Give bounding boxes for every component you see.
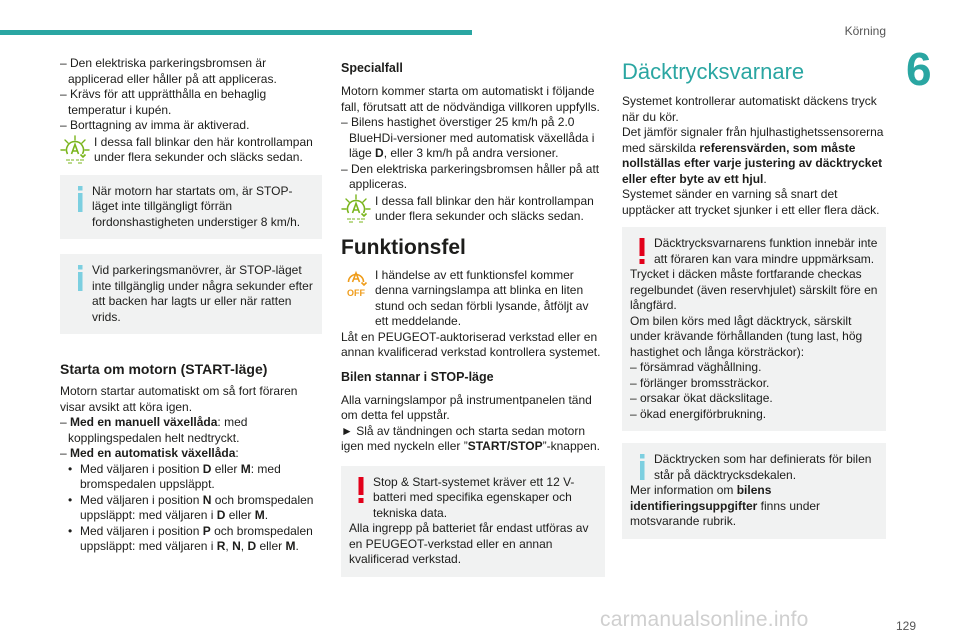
bullet-item: • Med väljaren i position P och bromspedalen uppsläppt: med väljaren i R, N, D eller M. bbox=[60, 524, 322, 555]
paragraph: Alla varningslampor på instrumentpanelen tänd om detta fel uppstår. bbox=[341, 392, 592, 422]
heading-malfunction: Funktionsfel bbox=[341, 235, 466, 259]
warning-list-item: – orsakar ökat däckslitage. bbox=[630, 391, 773, 405]
watermark: carmanualsonline.info bbox=[600, 608, 809, 631]
info-note bbox=[622, 443, 886, 539]
fault-notice bbox=[341, 268, 605, 330]
condition-item: – Den elektriska parkeringsbromsen är applicerad eller håller på att appliceras. bbox=[60, 56, 277, 86]
bullet-item: • Med väljaren i position D eller M: med bromspedalen uppsläppt. bbox=[60, 462, 322, 493]
lamp-notice-text: I dessa fall blinkar den här kontrollampan under flera sekunder och släcks sedan. bbox=[94, 134, 313, 164]
warning-note-text: Om bilen körs med lågt däcktryck, särskilt under krävande förhållanden (tung last, hög hastighet och långa körsträckor): bbox=[630, 313, 863, 359]
warning-note-text: Trycket i däcken måste fortfarande checkas regelbundet (även reservhjulet) särskilt före en långfärd. bbox=[630, 267, 878, 312]
list-item: – Bilens hastighet överstiger 25 km/h på 2.0 BlueHDi-versioner med automatisk växellåda i läge D, eller 3 km/h på andra versioner. bbox=[341, 115, 595, 160]
warning-note bbox=[622, 227, 886, 431]
column-1 bbox=[60, 56, 322, 555]
lamp-notice bbox=[60, 135, 322, 166]
paragraph: Det jämför signaler från hjulhastighetssensorerna med särskilda referensvärden, som måste nollställas efter varje justering av däcktrycket eller efter byte av ett hjul. bbox=[622, 125, 884, 186]
column-2 bbox=[341, 60, 605, 577]
stop-start-green-lamp-icon bbox=[60, 135, 90, 165]
warning-list-item: – försämrad väghållning. bbox=[630, 360, 762, 374]
warning-icon bbox=[351, 476, 371, 504]
lamp-notice-text: I dessa fall blinkar den här kontrollampan under flera sekunder och släcks sedan. bbox=[375, 193, 594, 223]
stop-start-green-lamp-icon bbox=[341, 194, 371, 224]
warning-note-text: Alla ingrepp på batteriet får endast utföras av en PEUGEOT-verkstad eller en annan kvalificerad verkstad. bbox=[349, 521, 589, 566]
list-item: – Den elektriska parkeringsbromsen håller på att appliceras. bbox=[341, 161, 600, 191]
svg-text:OFF: OFF bbox=[347, 287, 365, 298]
warning-icon bbox=[632, 237, 652, 265]
info-note-text: Däcktrycken som har definierats för bilen står på däcktrycksdekalen. bbox=[654, 452, 872, 482]
section-heading-start-mode: Starta om motorn (START-läge) bbox=[60, 361, 268, 377]
list-item: – Med en manuell växellåda: med kopplingspedalen helt nedtryckt. bbox=[60, 415, 248, 445]
info-icon bbox=[632, 453, 652, 481]
warning-note-text: Stop & Start-systemet kräver ett 12 V-batteri med specifika egenskaper och tekniska data. bbox=[373, 474, 575, 520]
warning-note bbox=[341, 466, 605, 577]
column-3 bbox=[622, 56, 886, 539]
heading-tyre-pressure-warning: Däcktrycksvarnare bbox=[622, 59, 805, 84]
list-item: – Med en automatisk växellåda: bbox=[60, 446, 239, 460]
paragraph: Systemet kontrollerar automatiskt däckens tryck när du kör. bbox=[622, 94, 877, 124]
action-step: ► Slå av tändningen och starta sedan motorn igen med nyckeln eller ”START/STOP”-knappen. bbox=[341, 423, 601, 453]
warning-list-item: – förlänger bromssträckor. bbox=[630, 375, 770, 390]
info-icon bbox=[70, 185, 90, 213]
info-icon bbox=[70, 264, 90, 292]
paragraph: Systemet sänder en varning så snart det upptäcker att trycket sjunker i ett eller flera däck. bbox=[622, 187, 880, 217]
paragraph: Låt en PEUGEOT-auktoriserad verkstad eller en annan kvalificerad verkstad kontrollera systemet. bbox=[341, 329, 601, 359]
page-number: 129 bbox=[895, 618, 916, 633]
heading-stall-stop-mode: Bilen stannar i STOP-läge bbox=[341, 369, 494, 384]
paragraph: Motorn kommer starta om automatiskt i följande fall, förutsatt att de nödvändiga villkoren uppfylls. bbox=[341, 84, 600, 114]
condition-item: – Krävs för att upprätthålla en behaglig temperatur i kupén. bbox=[60, 87, 267, 117]
info-note bbox=[60, 254, 322, 334]
fault-notice-text: I händelse av ett funktionsfel kommer denna varningslampa att blinka en liten stund och sedan förbli lysande, åtföljt av ett meddelande. bbox=[375, 267, 589, 328]
info-note-text: Mer information om bilens identifieringsuppgifter finns under motsvarande rubrik. bbox=[630, 483, 821, 528]
condition-item: – Borttagning av imma är aktiverad. bbox=[60, 118, 250, 132]
info-note bbox=[60, 175, 322, 240]
header-accent-bar bbox=[0, 30, 472, 35]
section-name: Körning bbox=[844, 24, 886, 38]
heading-special-cases: Specialfall bbox=[341, 61, 403, 75]
paragraph: Motorn startar automatiskt om så fort föraren visar avsikt att köra igen. bbox=[60, 384, 298, 414]
info-note-text: När motorn har startats om, är STOP-läget inte tillgängligt förrän fordonshastigheten understiger 8 km/h. bbox=[92, 183, 301, 229]
stop-start-off-orange-lamp-icon bbox=[341, 268, 371, 298]
info-note-text: Vid parkeringsmanövrer, är STOP-läget inte tillgänglig under några sekunder efter att backen har lagts ur eller när ratten vrids. bbox=[92, 263, 313, 324]
bullet-item: • Med väljaren i position N och bromspedalen uppsläppt: med väljaren i D eller M. bbox=[60, 493, 322, 524]
warning-note-text: Däcktrycksvarnarens funktion innebär inte att föraren kan vara mindre uppmärksam. bbox=[654, 236, 878, 266]
lamp-notice bbox=[341, 194, 605, 225]
chapter-number: 6 bbox=[906, 43, 932, 95]
warning-list-item: – ökad energiförbrukning. bbox=[630, 406, 767, 421]
